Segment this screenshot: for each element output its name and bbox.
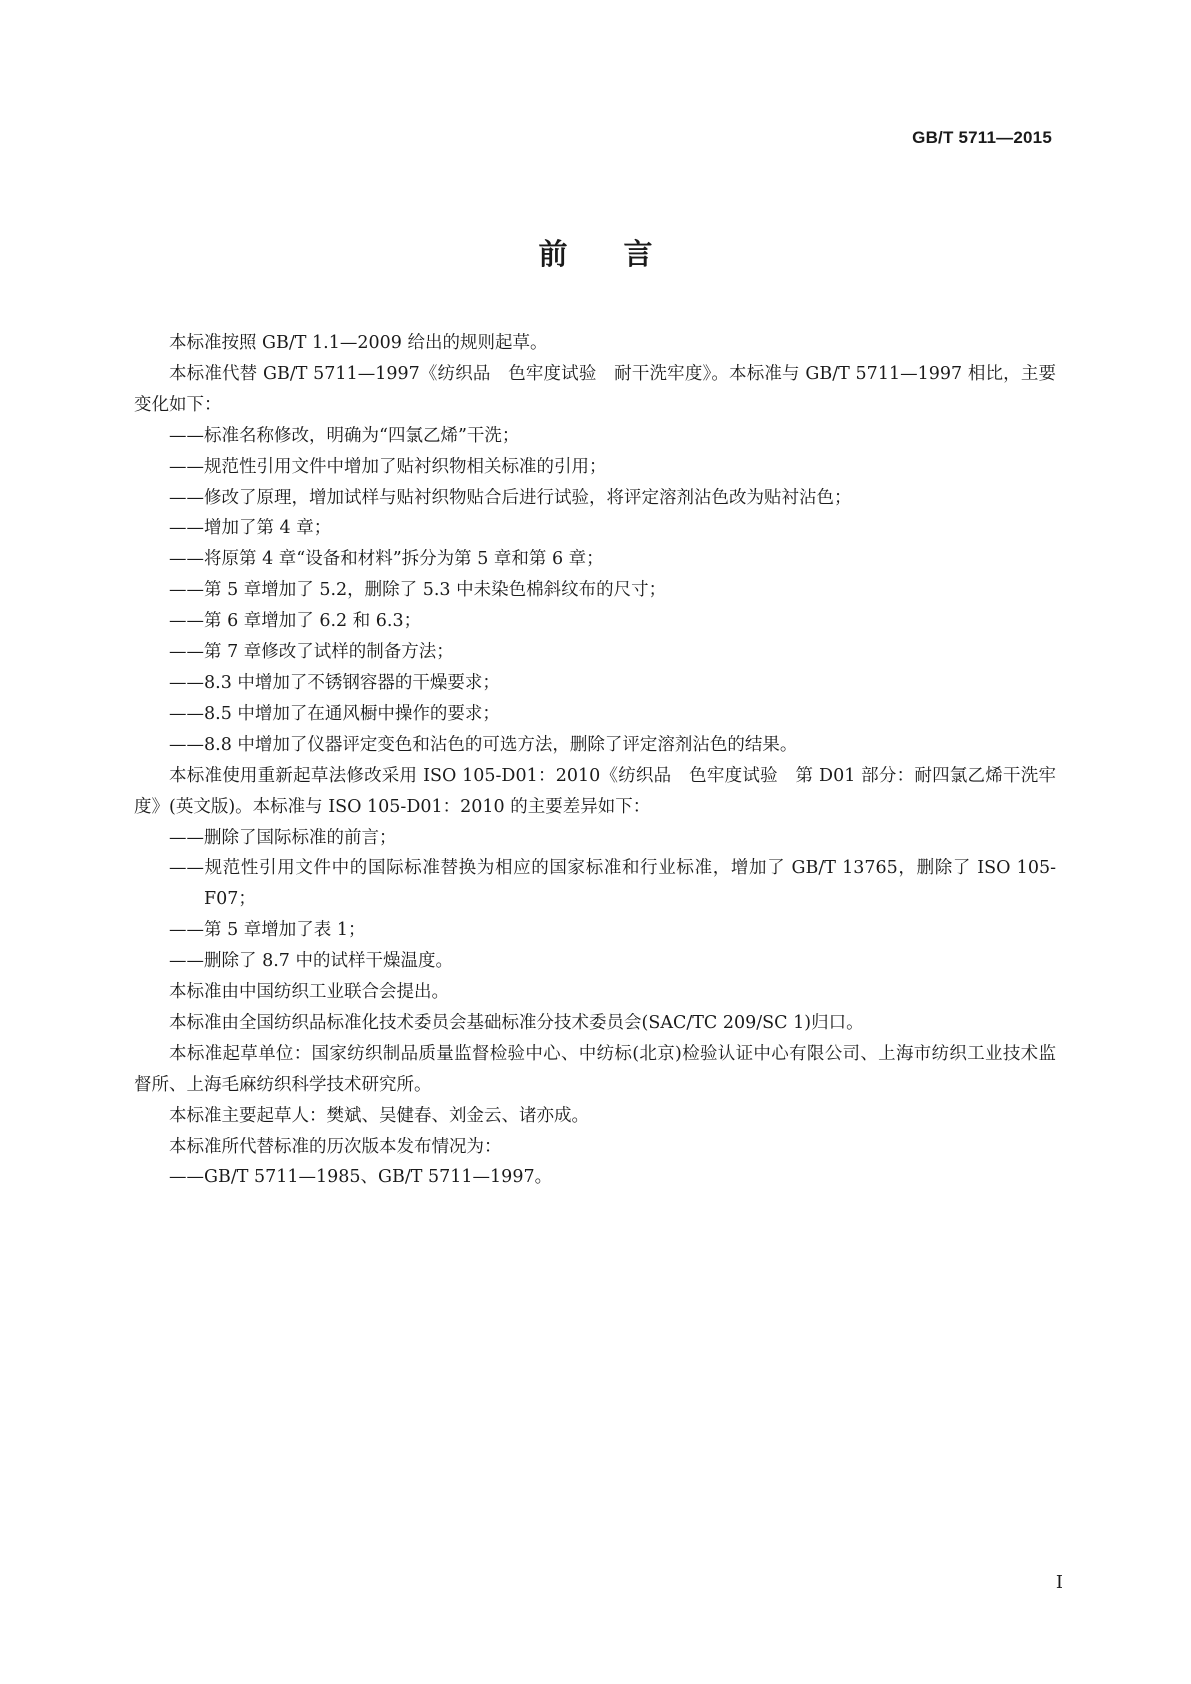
paragraph: 本标准按照 GB/T 1.1—2009 给出的规则起草。 — [169, 333, 548, 353]
list-item: ——删除了国际标准的前言； — [169, 827, 397, 848]
paragraph: 本标准所代替标准的历次版本发布情况为： — [169, 1136, 502, 1157]
list-item: ——GB/T 5711—1985、GB/T 5711—1997。 — [169, 1167, 553, 1188]
list-item: ——删除了 8.7 中的试样干燥温度。 — [169, 951, 453, 972]
list-item: ——第 6 章增加了 6.2 和 6.3； — [169, 611, 422, 632]
list-item: ——第 7 章修改了试样的制备方法； — [169, 642, 454, 663]
document-body — [134, 328, 1056, 1193]
paragraph: 本标准使用重新起草法修改采用 ISO 105-D01：2010《纺织品 色牢度试验 第 D01 部分：耐四氯乙烯干洗牢度》(英文版)。本标准与 ISO 105-D01：2010 的主要差异如下： — [134, 765, 1056, 817]
standard-code: GB/T 5711—2015 — [912, 128, 1052, 147]
list-item: ——增加了第 4 章； — [169, 518, 332, 539]
list-item: ——规范性引用文件中的国际标准替换为相应的国家标准和行业标准，增加了 GB/T 13765，删除了 ISO 105-F07； — [169, 858, 1056, 910]
list-item: ——第 5 章增加了表 1； — [169, 920, 366, 941]
list-item: ——第 5 章增加了 5.2，删除了 5.3 中未染色棉斜纹布的尺寸； — [169, 580, 667, 601]
paragraph: 本标准主要起草人：樊斌、吴健春、刘金云、诸亦成。 — [169, 1105, 589, 1126]
paragraph: 本标准起草单位：国家纺织制品质量监督检验中心、中纺标(北京)检验认证中心有限公司、上海市纺织工业技术监督所、上海毛麻纺织科学技术研究所。 — [134, 1043, 1056, 1095]
paragraph: 本标准由全国纺织品标准化技术委员会基础标准分技术委员会(SAC/TC 209/SC 1)归口。 — [169, 1012, 864, 1033]
paragraph: 本标准代替 GB/T 5711—1997《纺织品 色牢度试验 耐干洗牢度》。本标准与 GB/T 5711—1997 相比，主要变化如下： — [134, 363, 1056, 415]
list-item: ——8.5 中增加了在通风橱中操作的要求； — [169, 703, 500, 724]
page-title: 前言 — [538, 237, 709, 271]
list-item: ——8.3 中增加了不锈钢容器的干燥要求； — [169, 672, 500, 693]
page-number: I — [1055, 1572, 1063, 1593]
list-item: ——规范性引用文件中增加了贴衬织物相关标准的引用； — [169, 456, 607, 477]
list-item: ——修改了原理，增加试样与贴衬织物贴合后进行试验，将评定溶剂沾色改为贴衬沾色； — [169, 487, 852, 508]
list-item: ——将原第 4 章“设备和材料”拆分为第 5 章和第 6 章； — [169, 549, 604, 570]
paragraph: 本标准由中国纺织工业联合会提出。 — [169, 982, 449, 1003]
list-item: ——8.8 中增加了仪器评定变色和沾色的可选方法，删除了评定溶剂沾色的结果。 — [169, 734, 798, 755]
list-item: ——标准名称修改，明确为“四氯乙烯”干洗； — [169, 425, 520, 446]
